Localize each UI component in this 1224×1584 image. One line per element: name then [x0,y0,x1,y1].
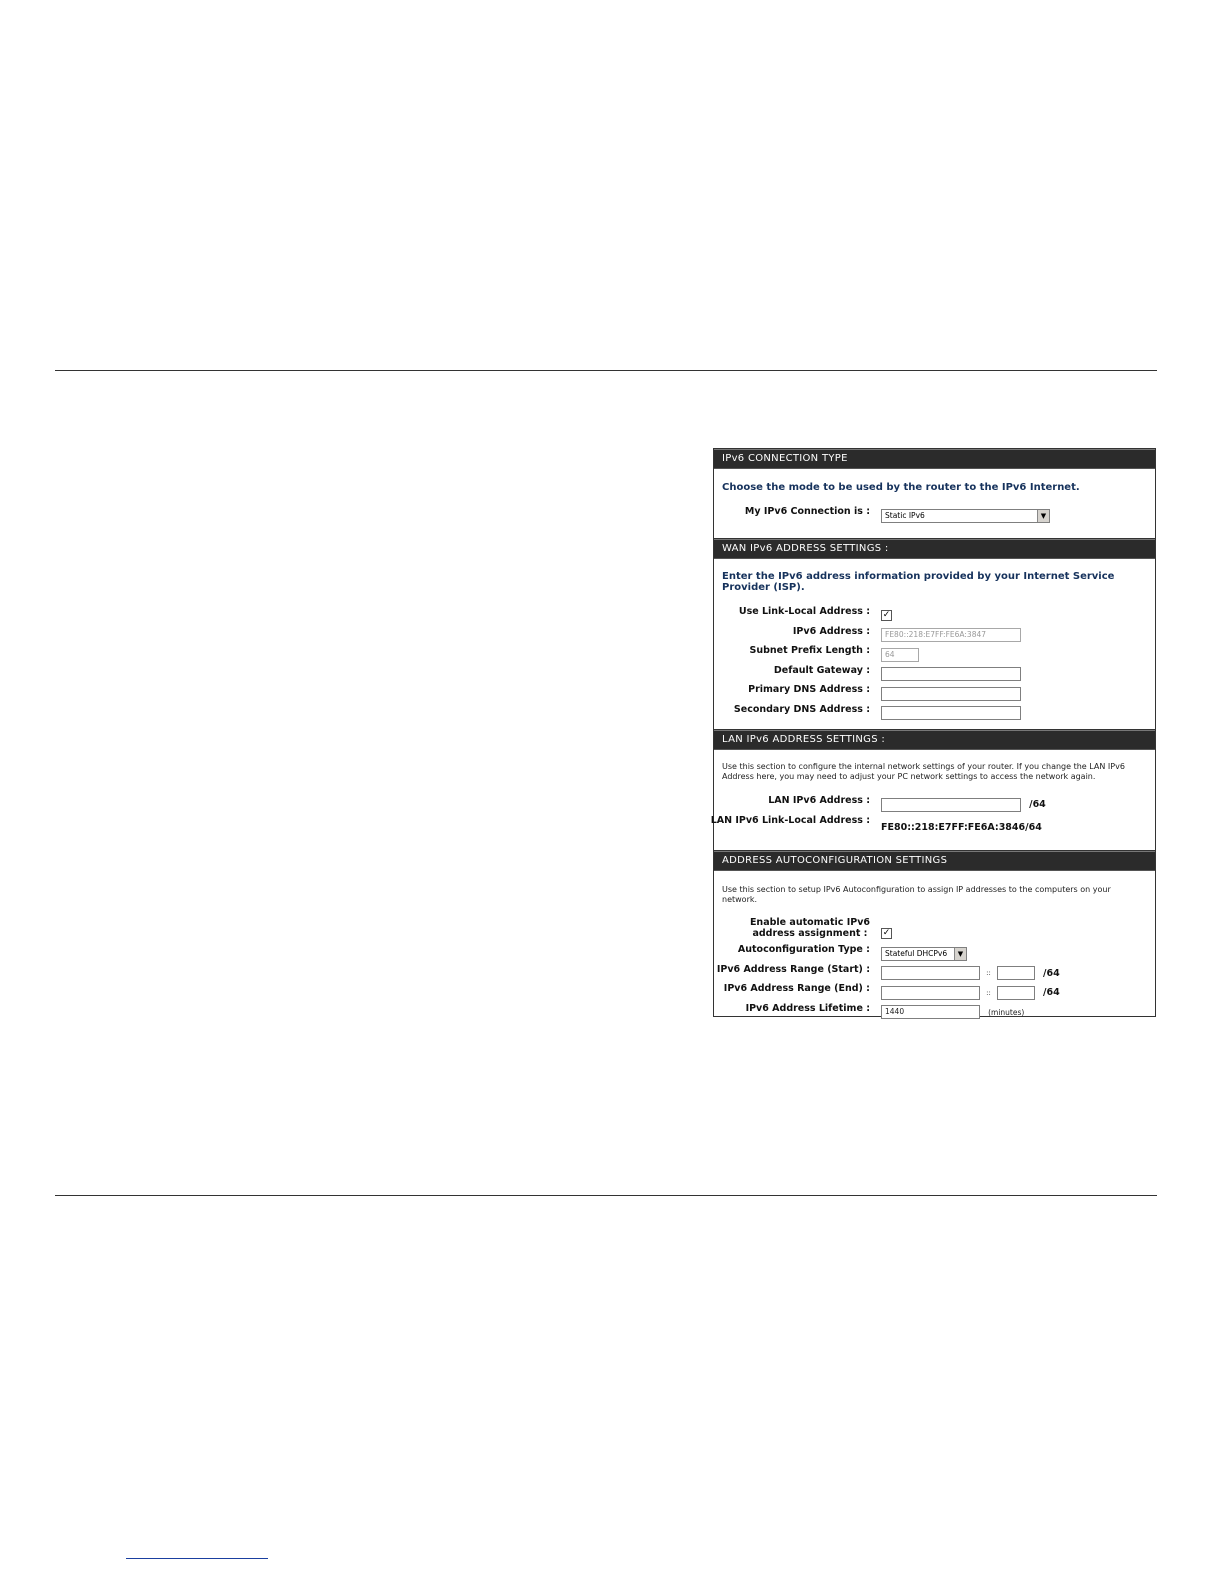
primary-dns-row [714,681,1155,701]
default-gateway-field [881,664,1021,683]
enable-auto-field [881,923,892,942]
subnet-prefix-input[interactable]: 64 [881,648,919,662]
ipv6-address-row [714,623,1155,643]
secondary-dns-input[interactable] [881,706,1021,720]
secondary-dns-row [714,701,1155,721]
lan-address-field [881,794,1046,813]
lifetime-row [714,1000,1155,1020]
subnet-prefix-field [881,644,919,663]
lifetime-unit: (minutes) [988,1007,1025,1017]
connection-row [714,503,1155,523]
autoconfig-type-select[interactable] [881,947,967,961]
lan-link-local-row [710,812,1155,833]
subnet-prefix-row [714,642,1155,662]
default-gateway-input[interactable] [881,667,1021,681]
use-link-local-label: Use Link-Local Address : [738,606,870,617]
lifetime-label: IPv6 Address Lifetime : [745,1002,870,1014]
primary-dns-input[interactable] [881,687,1021,701]
secondary-dns-field [881,703,1021,722]
range-end-prefix-input[interactable] [881,986,980,1000]
section-header-autoconfig: ADDRESS AUTOCONFIGURATION SETTINGS [714,851,1155,871]
range-start-field [881,963,1060,982]
primary-dns-label: Primary DNS Address : [748,684,870,695]
use-link-local-checkbox[interactable]: ✓ [882,610,891,620]
default-gateway-label: Default Gateway : [773,664,870,676]
ipv6-address-input[interactable]: FE80::218:E7FF:FE6A:3847 [881,628,1021,642]
lifetime-input[interactable]: 1440 [881,1005,980,1019]
lifetime-field [881,1002,1024,1021]
ipv6-address-label: IPv6 Address : [792,625,870,637]
connection-type-intro: Choose the mode to be used by the router to the IPv6 Internet. [722,482,1080,493]
bottom-divider [55,1195,1157,1196]
connection-type-value: Static IPv6 [885,510,925,520]
ipv6-address-field [881,625,1021,644]
lan-link-local-label: LAN IPv6 Link-Local Address : [710,814,870,826]
section-header-wan: WAN IPv6 ADDRESS SETTINGS : [714,539,1155,559]
use-link-local-field [881,605,892,624]
use-link-local-row [714,603,1155,623]
ipv6-connection-type-section [714,449,1155,539]
chevron-down-icon[interactable]: ▼ [1037,510,1049,522]
range-end-label: IPv6 Address Range (End) : [723,983,870,994]
wan-section [714,539,1155,730]
lan-intro: Use this section to configure the internal network settings of your router. If you change the LAN IPv6 Address here, you may need to adjust your PC network settings to access the network again. [722,762,1125,781]
autoconfig-type-value: Stateful DHCPv6 [885,948,948,958]
footer-link-underline[interactable] [126,1558,268,1559]
section-header-lan: LAN IPv6 ADDRESS SETTINGS : [714,730,1155,750]
lan-section [710,730,1155,851]
lan-link-local-value: FE80::218:E7FF:FE6A:3846/64 [881,821,1042,833]
lan-address-suffix: /64 [1029,799,1046,810]
enable-auto-label-line2: address assignment : [752,928,868,939]
subnet-prefix-label: Subnet Prefix Length : [749,645,870,656]
section-header-connection-type: IPv6 CONNECTION TYPE [714,449,1155,469]
autoconfig-type-row [714,941,1155,961]
range-end-field [881,982,1060,1001]
secondary-dns-label: Secondary DNS Address : [733,703,870,715]
range-end-row [714,980,1155,1000]
range-start-suffix-input[interactable] [997,966,1035,980]
range-start-separator: :: [986,969,991,977]
chevron-down-icon[interactable]: ▼ [954,948,966,960]
range-end-suffix-input[interactable] [997,986,1035,1000]
enable-auto-checkbox[interactable]: ✓ [882,928,891,938]
connection-label: My IPv6 Connection is : [744,506,870,517]
connection-type-select[interactable] [881,509,1050,523]
autoconfig-section [714,851,1155,1019]
default-gateway-row [714,662,1155,682]
connection-field [881,505,1050,524]
lan-address-row [714,792,1155,812]
lan-address-label: LAN IPv6 Address : [768,795,870,806]
range-start-row [714,961,1155,981]
autoconfig-intro: Use this section to setup IPv6 Autoconfiguration to assign IP addresses to the computers on your network. [722,885,1111,904]
autoconfig-type-field [881,943,967,962]
wan-intro: Enter the IPv6 address information provided by your Internet Service Provider (ISP). [722,571,1115,593]
enable-auto-label [750,917,870,939]
autoconfig-type-label: Autoconfiguration Type : [737,944,870,955]
range-end-separator: :: [986,988,991,997]
enable-auto-row [714,917,1155,941]
top-divider [55,370,1157,371]
range-start-prefix-input[interactable] [881,966,980,980]
range-start-prefix-length: /64 [1043,967,1060,979]
enable-auto-label-line1: Enable automatic IPv6 [749,917,870,928]
range-start-label: IPv6 Address Range (Start) : [716,963,870,975]
lan-address-input[interactable] [881,798,1021,812]
range-end-prefix-length: /64 [1043,987,1060,998]
primary-dns-field [881,683,1021,702]
lan-link-local-field [881,815,1042,834]
ipv6-settings-panel [710,448,1156,1017]
